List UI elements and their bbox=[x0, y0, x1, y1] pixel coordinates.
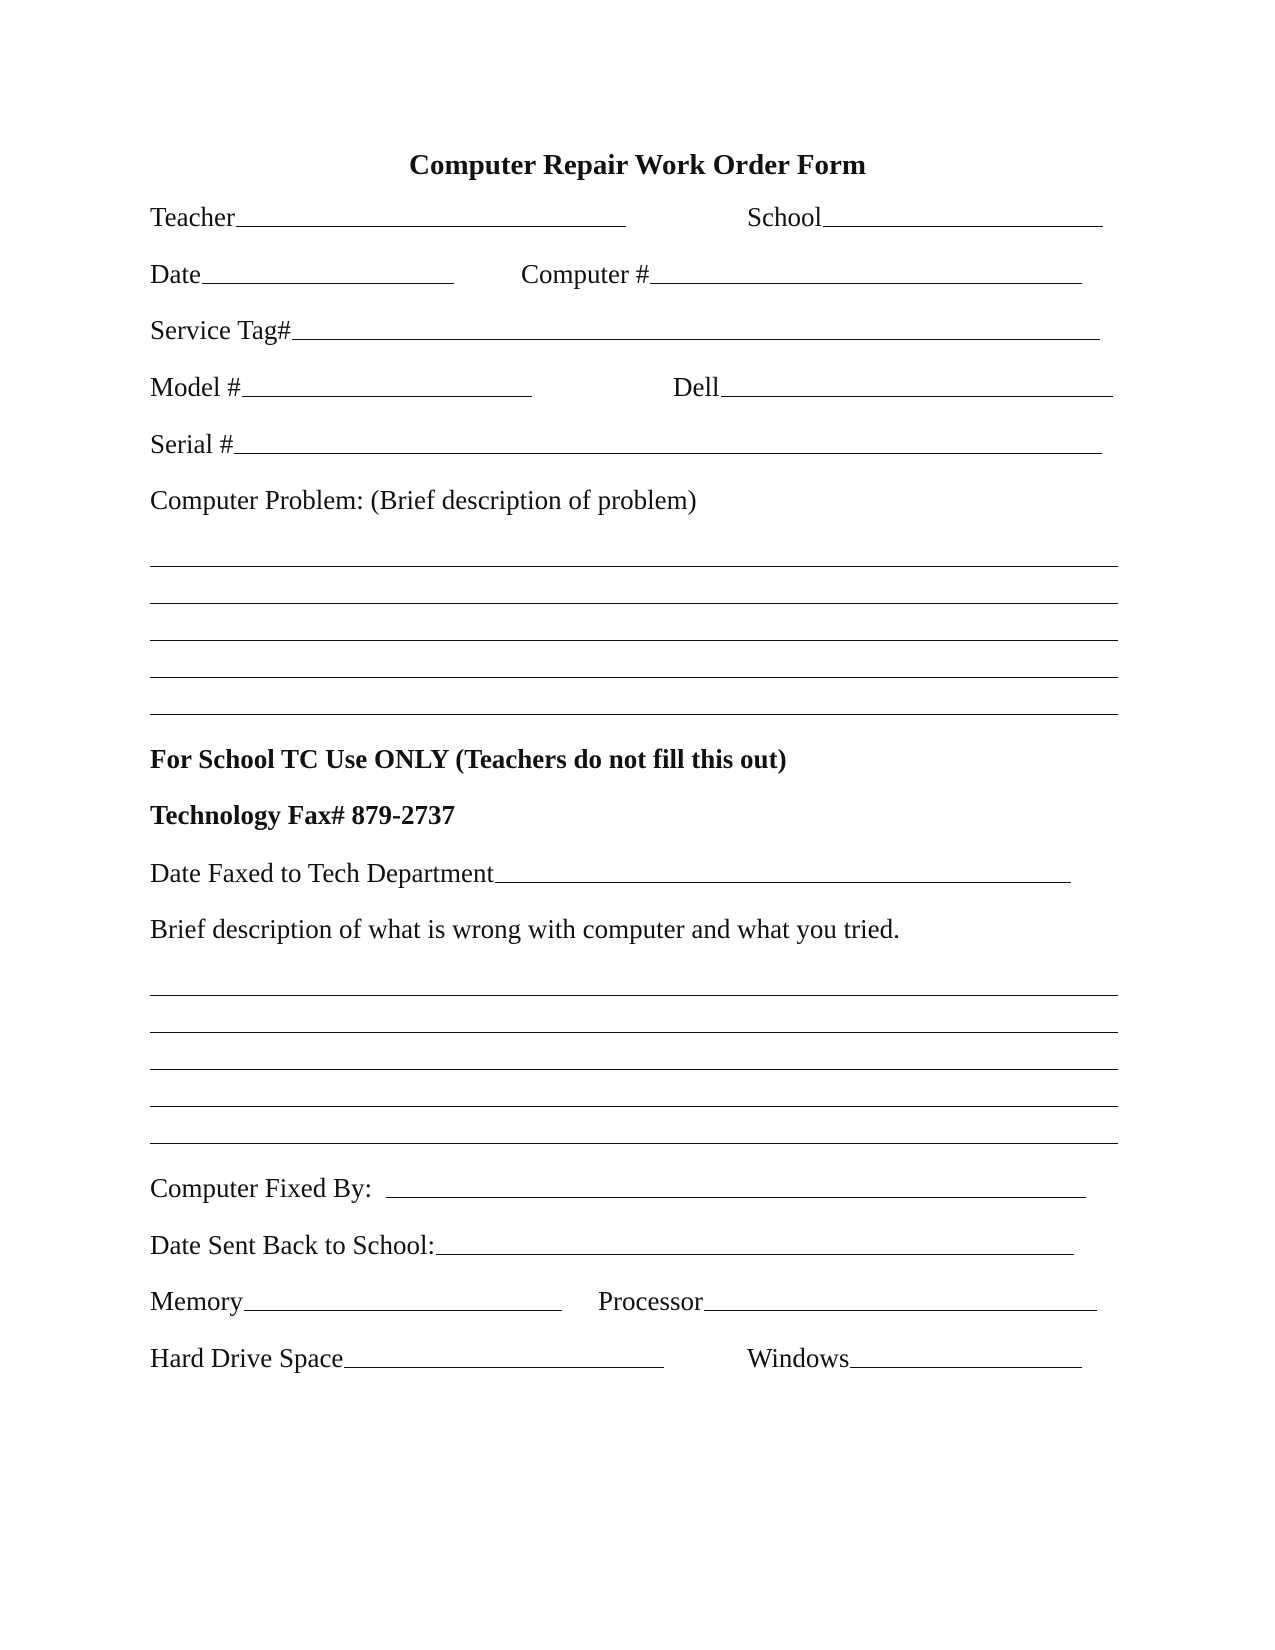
dell-field-group bbox=[673, 370, 1113, 404]
processor-input-line[interactable] bbox=[704, 1284, 1097, 1311]
school-label: School bbox=[747, 202, 823, 232]
hard-drive-space-label: Hard Drive Space bbox=[150, 1343, 344, 1373]
memory-input-line[interactable] bbox=[244, 1284, 562, 1311]
tc-description-line-2[interactable] bbox=[150, 1032, 1118, 1033]
service-tag-input-line[interactable] bbox=[292, 313, 1100, 340]
technology-fax: Technology Fax# 879-2737 bbox=[150, 800, 456, 830]
computer-number-label: Computer # bbox=[521, 259, 650, 289]
dell-label: Dell bbox=[673, 372, 720, 402]
teacher-label: Teacher bbox=[150, 202, 236, 232]
tc-description-line-3[interactable] bbox=[150, 1069, 1118, 1070]
tc-description-label: Brief description of what is wrong with computer and what you tried. bbox=[150, 914, 900, 944]
tc-use-heading: For School TC Use ONLY (Teachers do not fill this out) bbox=[150, 744, 787, 774]
model-number-label: Model # bbox=[150, 372, 241, 402]
date-sent-back-label: Date Sent Back to School: bbox=[150, 1230, 435, 1260]
model-number-field-group bbox=[150, 370, 532, 404]
tc-description-line-1[interactable] bbox=[150, 995, 1118, 996]
memory-label: Memory bbox=[150, 1286, 243, 1316]
date-faxed-input-line[interactable] bbox=[495, 856, 1071, 883]
dell-input-line[interactable] bbox=[721, 370, 1113, 397]
service-tag-label: Service Tag# bbox=[150, 315, 291, 345]
date-sent-back-input-line[interactable] bbox=[436, 1228, 1074, 1255]
date-label: Date bbox=[150, 259, 201, 289]
windows-input-line[interactable] bbox=[850, 1341, 1082, 1368]
date-sent-back-field-group bbox=[150, 1228, 1074, 1262]
processor-label: Processor bbox=[598, 1286, 703, 1316]
problem-line-5[interactable] bbox=[150, 714, 1118, 715]
school-input-line[interactable] bbox=[823, 200, 1103, 227]
hard-drive-space-field-group bbox=[150, 1341, 664, 1375]
date-input-line[interactable] bbox=[202, 257, 454, 284]
model-number-input-line[interactable] bbox=[242, 370, 532, 397]
fixed-by-label: Computer Fixed By: bbox=[150, 1173, 372, 1203]
date-faxed-label: Date Faxed to Tech Department bbox=[150, 858, 494, 888]
serial-number-label: Serial # bbox=[150, 429, 234, 459]
date-faxed-field-group bbox=[150, 856, 1071, 890]
windows-label: Windows bbox=[747, 1343, 850, 1373]
windows-field-group bbox=[747, 1341, 1082, 1375]
teacher-field-group bbox=[150, 200, 626, 234]
serial-number-field-group bbox=[150, 427, 1102, 461]
form-title: Computer Repair Work Order Form bbox=[409, 149, 866, 181]
problem-line-1[interactable] bbox=[150, 566, 1118, 567]
school-field-group bbox=[747, 200, 1103, 234]
computer-problem-label: Computer Problem: (Brief description of problem) bbox=[150, 485, 697, 515]
problem-line-4[interactable] bbox=[150, 677, 1118, 678]
serial-number-input-line[interactable] bbox=[234, 427, 1102, 454]
computer-number-field-group bbox=[521, 257, 1082, 291]
fixed-by-input-line[interactable] bbox=[386, 1171, 1086, 1198]
problem-line-2[interactable] bbox=[150, 603, 1118, 604]
computer-number-input-line[interactable] bbox=[650, 257, 1082, 284]
problem-line-3[interactable] bbox=[150, 640, 1118, 641]
teacher-input-line[interactable] bbox=[236, 200, 626, 227]
date-field-group bbox=[150, 257, 454, 291]
memory-field-group bbox=[150, 1284, 562, 1318]
hard-drive-space-input-line[interactable] bbox=[344, 1341, 664, 1368]
tc-description-line-4[interactable] bbox=[150, 1106, 1118, 1107]
service-tag-field-group bbox=[150, 313, 1100, 347]
tc-description-line-5[interactable] bbox=[150, 1143, 1118, 1144]
processor-field-group bbox=[598, 1284, 1097, 1318]
fixed-by-field-group bbox=[150, 1171, 1086, 1205]
